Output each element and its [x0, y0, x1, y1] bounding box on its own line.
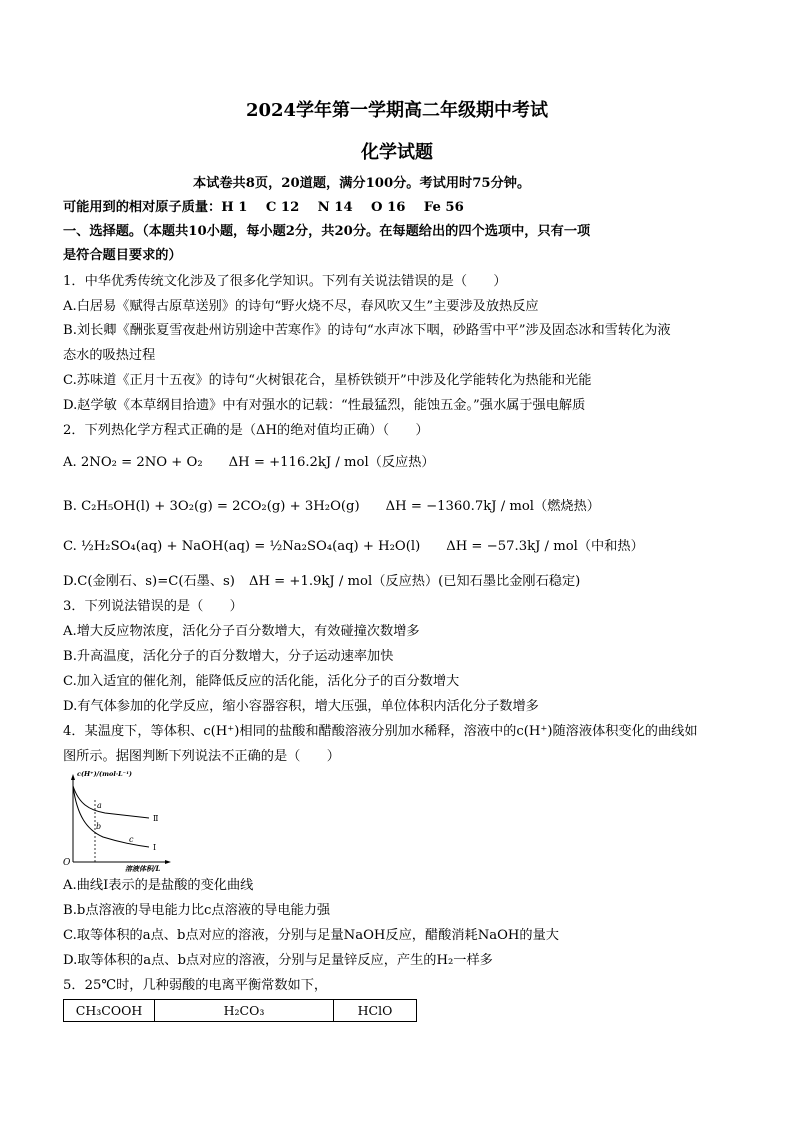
q1-option-a: A.白居易《赋得古原草送别》的诗句“野火烧不尽，春风吹又生”主要涉及放热反应 — [63, 299, 539, 314]
q2-a-equation: A. 2NO₂ = 2NO + O₂ — [63, 455, 203, 470]
q3-stem: 3．下列说法错误的是（ ） — [63, 599, 243, 614]
q1-option-c: C.苏味道《正月十五夜》的诗句“火树银花合，星桥铁锁开”中涉及化学能转化为热能和光能 — [63, 373, 592, 388]
q4-option-d: D.取等体积的a点、b点对应的溶液，分别与足量锌反应，产生的H₂一样多 — [63, 953, 493, 968]
q3-option-b: B.升高温度，活化分子的百分数增大，分子运动速率加快 — [63, 649, 394, 664]
exam-info: 本试卷共8页，20道题，满分100分。考试用时75分钟。 — [193, 176, 531, 191]
section1-heading: 一、选择题。（本题共10小题，每小题2分，共20分。在每题给出的四个选项中，只有一项 — [63, 224, 591, 239]
q4-option-c: C.取等体积的a点、b点对应的溶液，分别与足量NaOH反应，醋酸消耗NaOH的量大 — [63, 928, 559, 943]
exam-title: 2024学年第一学期高二年级期中考试 — [245, 100, 549, 121]
point-b-label: b — [96, 822, 102, 831]
x-axis-arrow — [165, 860, 171, 864]
origin-label: O — [63, 858, 71, 868]
dilution-graph — [63, 770, 173, 872]
q2-c-enthalpy: ΔH = −57.3kJ / mol（中和热） — [446, 539, 644, 554]
subject-title: 化学试题 — [361, 142, 433, 163]
table-header-cell: H₂CO₃ — [155, 1000, 334, 1022]
table-header-cell: CH₃COOH — [64, 1000, 155, 1022]
point-c-label: c — [129, 835, 134, 844]
atomic-mass-values: H 1 C 12 N 14 O 16 Fe 56 — [221, 200, 464, 215]
section1-heading-cont: 是符合题目要求的） — [63, 248, 182, 263]
q2-a-enthalpy: ΔH = +116.2kJ / mol（反应热） — [228, 455, 435, 470]
q2-option-a — [63, 454, 435, 472]
atomic-mass-line — [63, 199, 464, 217]
curve-upper — [73, 786, 149, 818]
q2-c-equation: C. ½H₂SO₄(aq) + NaOH(aq) = ½Na₂SO₄(aq) + H₂O(l) — [63, 539, 421, 554]
q1-option-b: B.刘长卿《酬张夏雪夜赴州访别途中苦寒作》的诗句“水声冰下咽，砂路雪中平”涉及固态冰和雪转化为液 — [63, 323, 671, 338]
q5-stem: 5．25℃时，几种弱酸的电离平衡常数如下， — [63, 978, 328, 993]
q2-stem: 2．下列热化学方程式正确的是（ΔH的绝对值均正确）（ ） — [63, 423, 429, 438]
q2-d-enthalpy: ΔH = +1.9kJ / mol（反应热）(已知石墨比金刚石稳定) — [248, 574, 581, 589]
q3-option-c: C.加入适宜的催化剂，能降低反应的活化能，活化分子的百分数增大 — [63, 674, 460, 689]
curve-upper-label: Ⅱ — [153, 814, 159, 823]
atomic-mass-label: 可能用到的相对原子质量： — [63, 200, 222, 215]
x-axis-label: 溶液体积/L — [125, 864, 161, 872]
q1-option-d: D.赵学敏《本草纲目拾遗》中有对强水的记载：“性最猛烈，能蚀五金。”强水属于强电解质 — [63, 398, 586, 413]
curve-lower-label: Ⅰ — [153, 843, 157, 852]
q1-stem: 1．中华优秀传统文化涉及了很多化学知识。下列有关说法错误的是（ ） — [63, 274, 507, 289]
q2-d-equation: D.C(金刚石、s)=C(石墨、s) — [63, 574, 235, 589]
table-header-cell: HClO — [334, 1000, 417, 1022]
q3-option-a: A.增大反应物浓度，活化分子百分数增大，有效碰撞次数增多 — [63, 624, 420, 639]
table-header-row — [64, 1000, 417, 1022]
q2-option-d — [63, 573, 580, 591]
y-axis-label: c(H⁺)/(mol·L⁻¹) — [77, 770, 132, 778]
q2-option-b — [63, 498, 600, 516]
y-axis-arrow — [71, 774, 75, 780]
point-a-label: a — [97, 801, 102, 810]
ionization-constant-table — [63, 999, 417, 1022]
q2-option-c — [63, 538, 644, 556]
q1-option-b-cont: 态水的吸热过程 — [63, 348, 156, 363]
q4-option-b: B.b点溶液的导电能力比c点溶液的导电能力强 — [63, 903, 331, 918]
q4-option-a: A.曲线Ⅰ表示的是盐酸的变化曲线 — [63, 878, 254, 893]
q4-stem: 4．某温度下，等体积、c(H⁺)相同的盐酸和醋酸溶液分别加水稀释，溶液中的c(H⁺)随溶液体积变化的曲线如 — [63, 724, 698, 739]
q4-stem-cont: 图所示。据图判断下列说法不正确的是（ ） — [63, 749, 340, 764]
q2-b-enthalpy: ΔH = −1360.7kJ / mol（燃烧热） — [385, 499, 600, 514]
q3-option-d: D.有气体参加的化学反应，缩小容器容积，增大压强，单位体积内活化分子数增多 — [63, 699, 539, 714]
q2-b-equation: B. C₂H₅OH(l) + 3O₂(g) = 2CO₂(g) + 3H₂O(g) — [63, 499, 360, 514]
